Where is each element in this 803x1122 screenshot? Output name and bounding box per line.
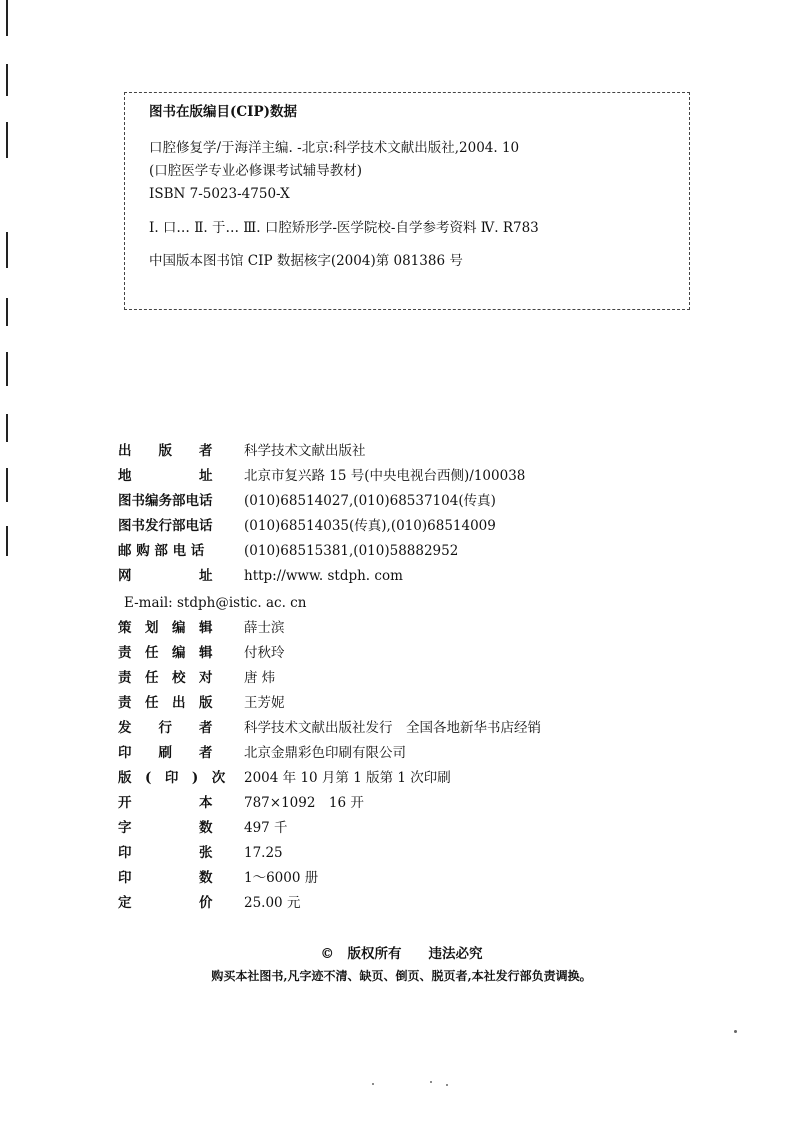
info-value: 787×1092 16 开	[244, 795, 364, 811]
info-label: 网 址	[118, 568, 213, 584]
info-label: 定 价	[118, 895, 213, 911]
info-value: 科学技术文献出版社发行 全国各地新华书店经销	[244, 720, 541, 736]
scan-edge-mark	[6, 64, 8, 96]
info-value: 25.00 元	[244, 895, 301, 911]
scan-speck	[446, 1084, 448, 1086]
info-value: (010)68514035(传真),(010)68514009	[244, 518, 496, 534]
scan-edge-mark	[6, 298, 8, 326]
info-label: 责 任 出 版	[118, 695, 213, 711]
scan-edge-mark	[6, 0, 8, 36]
scan-speck	[734, 1030, 737, 1033]
info-label: 责 任 校 对	[118, 670, 213, 686]
info-label: 印 刷 者	[118, 745, 213, 761]
info-value: 497 千	[244, 820, 288, 836]
scan-speck	[372, 1083, 374, 1085]
scan-edge-mark	[6, 526, 8, 556]
cip-book-entry: 口腔修复学/于海洋主编. -北京:科学技术文献出版社,2004. 10	[149, 140, 520, 156]
info-value: (010)68514027,(010)68537104(传真)	[244, 493, 496, 509]
info-value: 北京市复兴路 15 号(中央电视台西侧)/100038	[244, 468, 526, 484]
info-value: 王芳妮	[244, 695, 285, 711]
scan-edge-mark	[6, 414, 8, 442]
info-value: 唐 炜	[244, 670, 276, 686]
info-label: 图书发行部电话	[118, 518, 213, 534]
cip-series: (口腔医学专业必修课考试辅导教材)	[149, 163, 363, 179]
scan-edge-mark	[6, 352, 8, 386]
cip-record-number: 中国版本图书馆 CIP 数据核字(2004)第 081386 号	[149, 253, 463, 269]
scan-edge-mark	[6, 468, 8, 502]
info-label: 发 行 者	[118, 720, 213, 736]
cip-isbn: ISBN 7-5023-4750-X	[149, 186, 290, 202]
info-value: 薛士滨	[244, 620, 285, 636]
scan-speck	[430, 1081, 432, 1083]
cip-classification: Ⅰ. 口… Ⅱ. 于… Ⅲ. 口腔矫形学-医学院校-自学参考资料 Ⅳ. R783	[149, 220, 539, 236]
info-label: 地 址	[118, 468, 213, 484]
cip-data-box	[124, 92, 690, 310]
info-label: 责 任 编 辑	[118, 645, 213, 661]
info-label: 字 数	[118, 820, 213, 836]
info-value: 付秋玲	[244, 645, 285, 661]
info-value: http://www. stdph. com	[244, 568, 403, 584]
info-label: 策 划 编 辑	[118, 620, 213, 636]
info-value: (010)68515381,(010)58882952	[244, 543, 459, 559]
cip-title: 图书在版编目(CIP)数据	[149, 104, 297, 120]
email-line: E-mail: stdph@istic. ac. cn	[124, 595, 307, 611]
return-notice: 购买本社图书,凡字迹不清、缺页、倒页、脱页者,本社发行部负责调换。	[211, 969, 592, 983]
info-label: 图书编务部电话	[118, 493, 213, 509]
scan-edge-mark	[6, 122, 8, 158]
info-label: 出 版 者	[118, 443, 213, 459]
info-value: 17.25	[244, 845, 283, 861]
info-value: 科学技术文献出版社	[244, 443, 366, 459]
info-value: 2004 年 10 月第 1 版第 1 次印刷	[244, 770, 451, 786]
info-value: 北京金鼎彩色印刷有限公司	[244, 745, 406, 761]
info-value: 1～6000 册	[244, 870, 319, 886]
info-label: 开 本	[118, 795, 213, 811]
copyright-line: © 版权所有 违法必究	[320, 946, 483, 962]
info-label: 印 数	[118, 870, 213, 886]
info-label: 印 张	[118, 845, 213, 861]
info-label: 邮 购 部 电 话	[118, 543, 205, 559]
info-label: 版 ( 印 ) 次	[118, 770, 226, 786]
scan-edge-mark	[6, 232, 8, 268]
